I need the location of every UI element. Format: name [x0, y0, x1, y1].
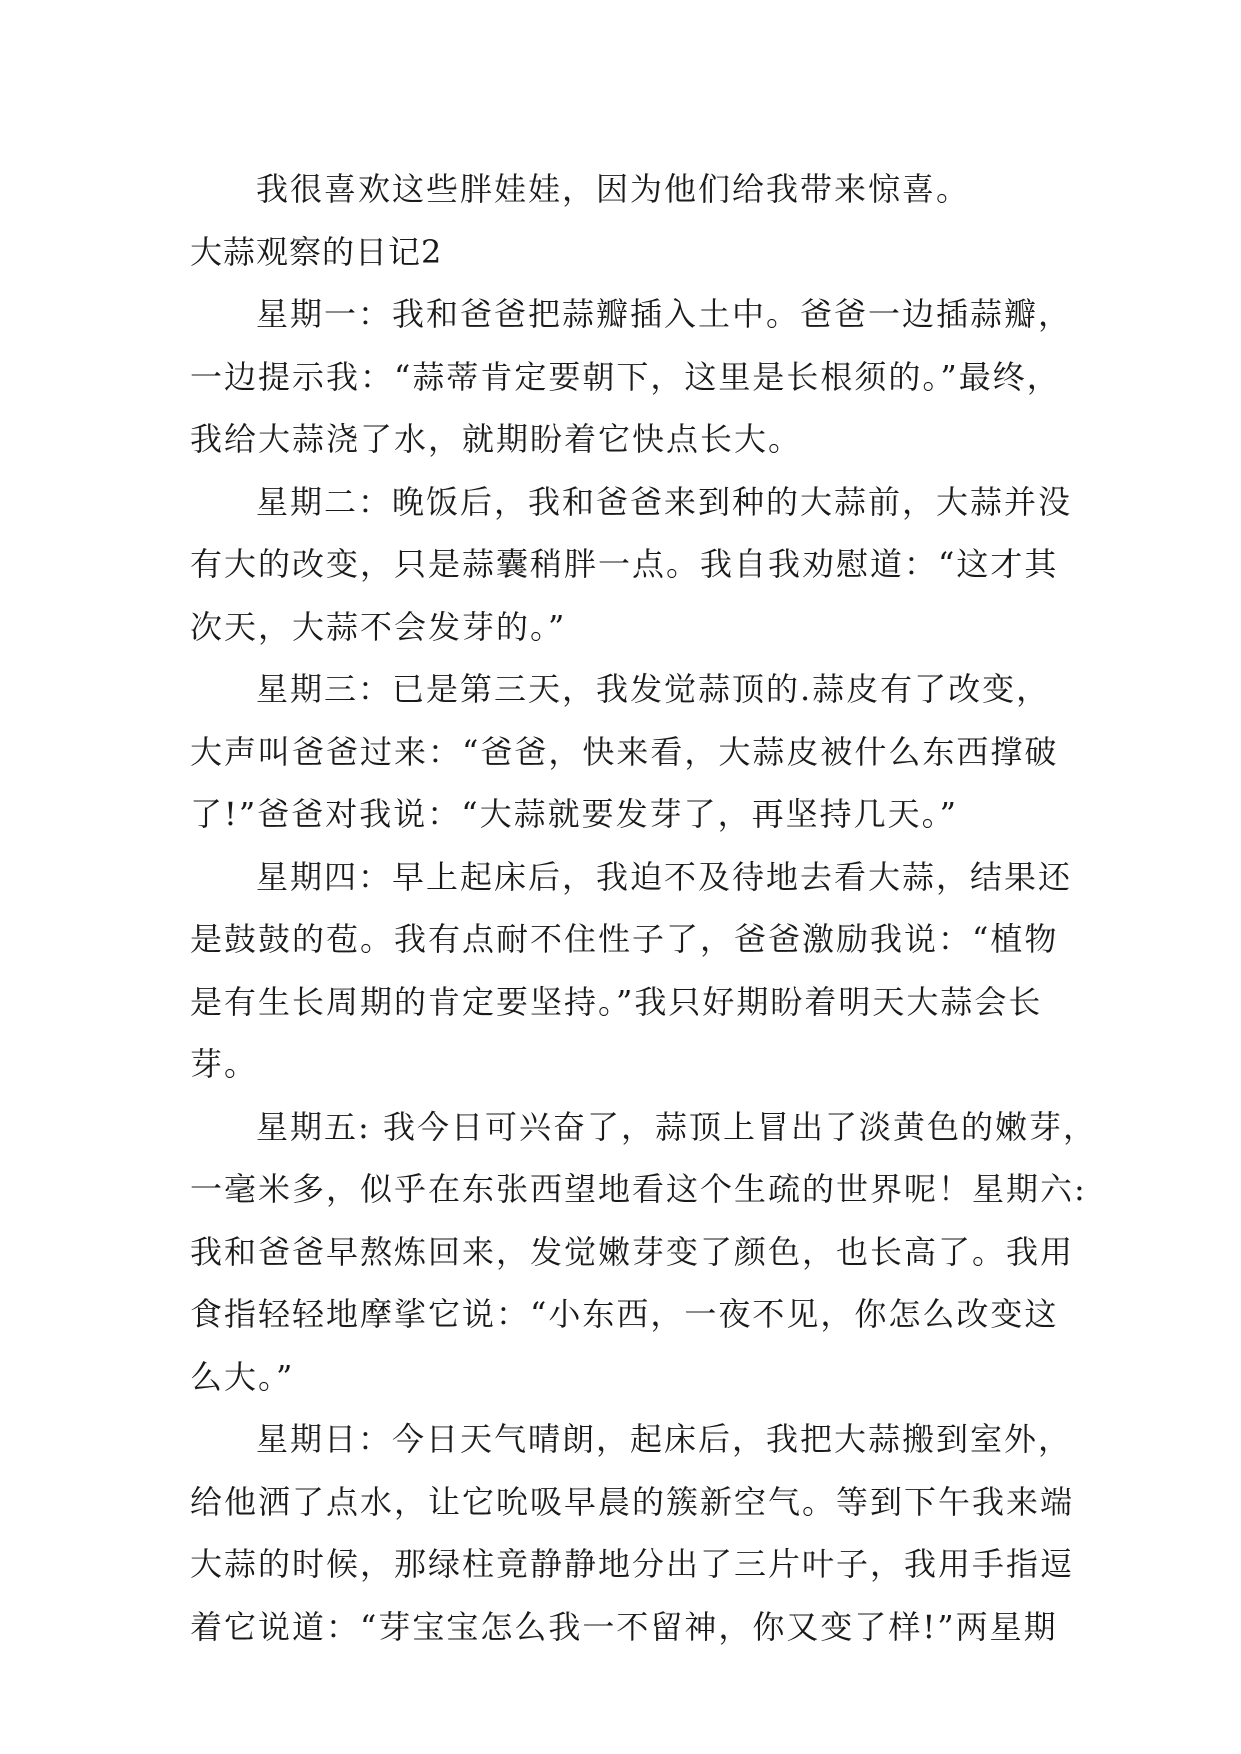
section-title: 大蒜观察的日记2: [190, 232, 443, 271]
paragraph-line: 星期四：早上起床后，我迫不及待地去看大蒜，结果还: [256, 857, 1073, 896]
paragraph-line: 大声叫爸爸过来：“爸爸，快来看，大蒜皮被什么东西撑破: [190, 732, 1059, 771]
paragraph-line: 星期三：已是第三天，我发觉蒜顶的.蒜皮有了改变，: [256, 670, 1051, 708]
paragraph-line: 食指轻轻地摩挲它说：“小东西，一夜不见，你怎么改变这: [190, 1295, 1059, 1333]
paragraph-line: 了!”爸爸对我说：“大蒜就要发芽了，再坚持几天。”: [190, 795, 958, 833]
paragraph-line: 次天，大蒜不会发芽的。”: [190, 607, 567, 646]
paragraph-line: 一毫米多，似乎在东张西望地看这个生疏的世界呢！星期六:: [190, 1170, 1087, 1208]
paragraph-line: 星期五: 我今日可兴奋了，蒜顶上冒出了淡黄色的嫩芽，: [256, 1107, 1097, 1146]
paragraph-line: 着它说道：“芽宝宝怎么我一不留神，你又变了样!”两星期: [190, 1607, 1058, 1646]
paragraph-line: 么大。”: [190, 1357, 295, 1396]
paragraph-line: 星期日：今日天气晴朗，起床后，我把大蒜搬到室外，: [256, 1420, 1073, 1458]
paragraph-line: 大蒜的时候，那绿柱竟静静地分出了三片叶子，我用手指逗: [190, 1545, 1075, 1583]
paragraph-line: 是鼓鼓的苞。我有点耐不住性子了，爸爸激励我说：“植物: [190, 920, 1059, 958]
paragraph-line: 给他洒了点水，让它吮吸早晨的簇新空气。等到下午我来端: [190, 1482, 1075, 1521]
paragraph-line: 星期一：我和爸爸把蒜瓣插入土中。爸爸一边插蒜瓣，: [256, 295, 1073, 333]
document-body: [190, 158, 1097, 1658]
paragraph-line: 星期二：晚饭后，我和爸爸来到种的大蒜前，大蒜并没: [256, 482, 1073, 521]
paragraph-line: 是有生长周期的肯定要坚持。”我只好期盼着明天大蒜会长: [190, 982, 1043, 1021]
paragraph-line: 我给大蒜浇了水，就期盼着它快点长大。: [190, 420, 803, 458]
paragraph-line: 芽。: [190, 1045, 259, 1083]
paragraph-line: 有大的改变，只是蒜囊稍胖一点。我自我劝慰道：“这才其: [190, 545, 1059, 583]
paragraph-line: 一边提示我：“蒜蒂肯定要朝下，这里是长根须的。”最终，: [190, 357, 1061, 396]
paragraph-line: 我很喜欢这些胖娃娃，因为他们给我带来惊喜。: [256, 170, 971, 208]
paragraph-line: 我和爸爸早熬炼回来，发觉嫩芽变了颜色，也长高了。我用: [190, 1232, 1075, 1271]
